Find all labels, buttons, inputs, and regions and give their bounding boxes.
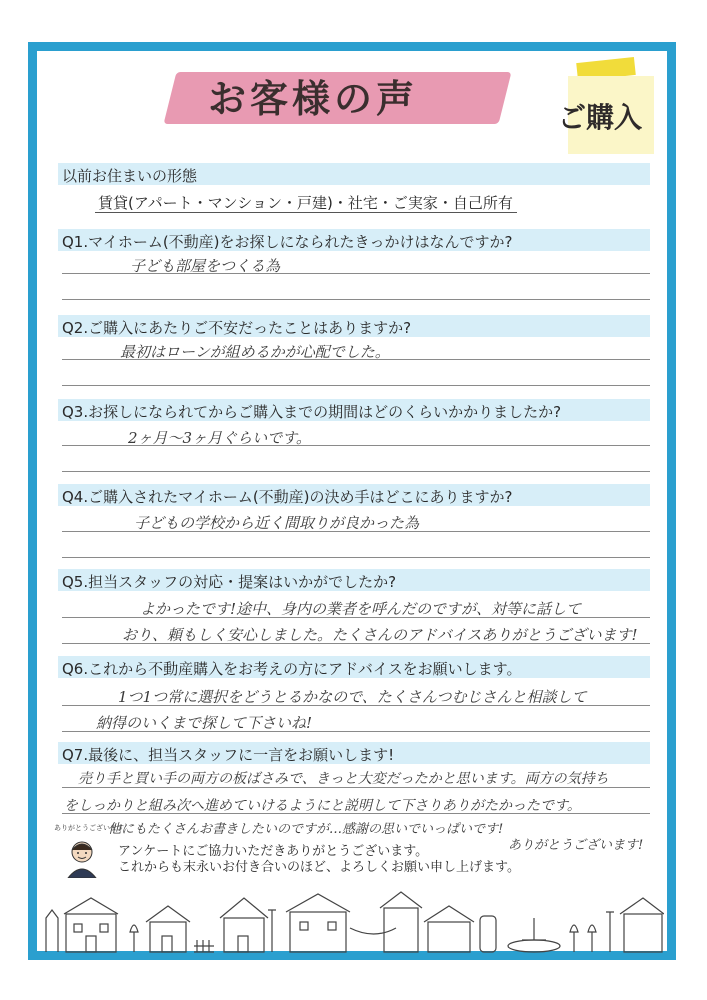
answer-rule [62,731,650,732]
answer-1-line-1: 子ども部屋をつくる為 [130,257,281,275]
purchase-tag: ご購入 [558,101,643,134]
answer-7-line-1: 売り手と買い手の両方の板ばさみで、きっと大変だったかと思います。両方の気持ち [78,771,609,787]
answer-rule [62,643,650,644]
question-5: Q5.担当スタッフの対応・提案はいかがでしたか? [62,573,397,591]
answer-7-line-4: ありがとうございます! [508,838,644,853]
answer-rule [62,787,650,788]
answer-7-line-2: をしっかりと組み次へ進めていけるようにと説明して下さりありがたかったです。 [64,798,581,814]
speech-bubble: ありがとうございます [54,824,124,832]
answer-2-line-1: 最初はローンが組めるかが心配でした。 [120,343,390,361]
answer-5-line-2: おり、頼もしく安心しました。たくさんのアドバイスありがとうございます! [122,626,638,644]
question-6: Q6.これから不動産購入をお考えの方にアドバイスをお願いします。 [62,660,522,678]
page-title: お客様の声 [208,76,419,121]
answer-rule [62,557,650,558]
question-3: Q3.お探しになられてからご購入までの期間はどのくらいかかりましたか? [62,403,562,421]
answer-5-line-1: よかったです!途中、身内の業者を呼んだのですが、対等に話して [140,600,582,618]
answer-rule [62,273,650,274]
answer-rule [62,445,650,446]
answer-6-line-1: 1つ1つ常に選択をどうとるかなので、たくさんつむじさんと相談して [118,688,587,706]
answer-rule [62,531,650,532]
question-7: Q7.最後に、担当スタッフに一言をお願いします! [62,746,395,764]
question-1: Q1.マイホーム(不動産)をお探しになられたきっかけはなんですか? [62,233,513,251]
answer-rule [62,705,650,706]
answer-rule [62,813,650,814]
question-2: Q2.ご購入にあたりご不安だったことはありますか? [62,319,412,337]
staff-avatar-icon [64,838,100,878]
answer-7-line-3: 他にもたくさんお書きしたいのですが…感謝の思いでいっぱいです! [108,822,504,837]
answer-rule [62,299,650,300]
answer-3-line-1: 2ヶ月〜3ヶ月ぐらいです。 [128,429,311,447]
answer-rule [62,359,650,360]
answer-rule [62,617,650,618]
housing-options: 賃貸(アパート・マンション・戸建)・社宅・ご実家・自己所有 [98,194,513,212]
houses-illustration [44,888,664,954]
question-4: Q4.ご購入されたマイホーム(不動産)の決め手はどこにありますか? [62,488,513,506]
answer-rule [62,385,650,386]
thanks-line-1: アンケートにご協力いただきありがとうございます。 [118,844,429,859]
answer-6-line-2: 納得のいくまで探して下さいね! [96,714,313,732]
answer-rule [62,471,650,472]
housing-label: 以前お住まいの形態 [62,167,198,185]
answer-4-line-1: 子どもの学校から近く間取りが良かった為 [134,514,420,532]
thanks-line-2: これからも末永いお付き合いのほど、よろしくお願い申し上げます。 [118,860,520,875]
housing-underline [95,212,517,213]
